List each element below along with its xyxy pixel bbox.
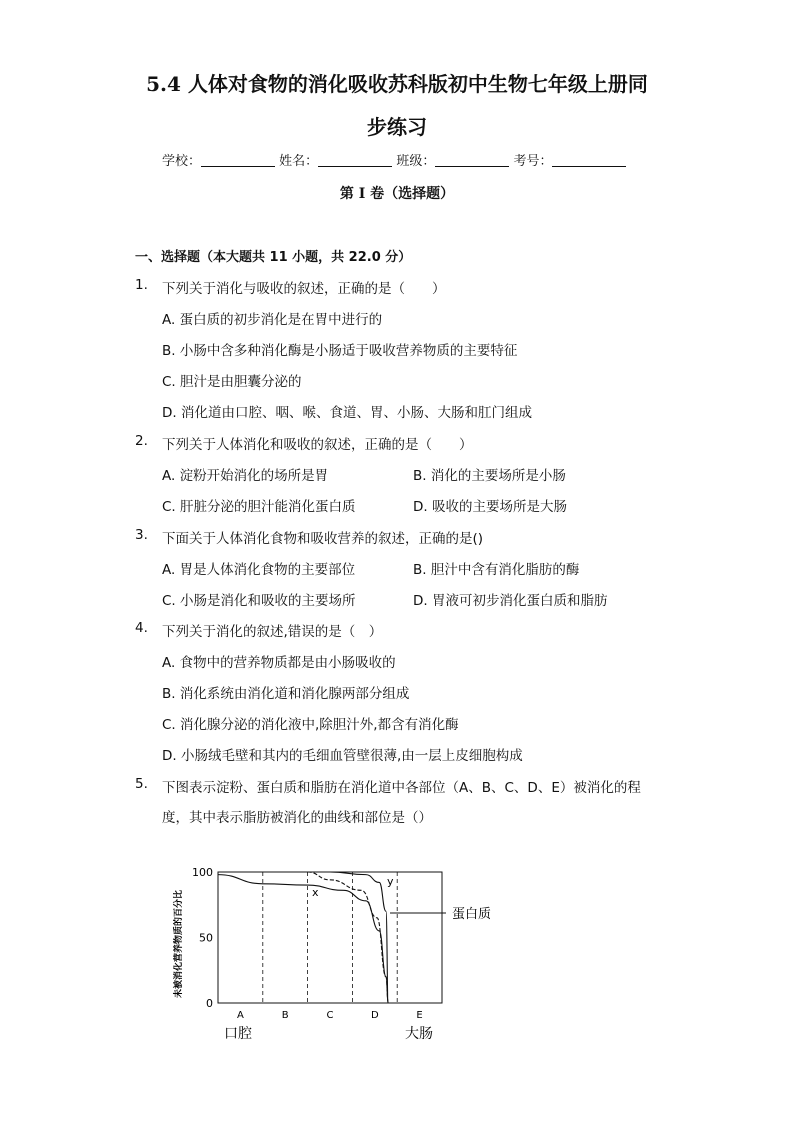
option-c[interactable]: C. 胆汁是由胆囊分泌的 xyxy=(162,374,302,390)
below-label-mouth: 口腔 xyxy=(224,1026,252,1042)
option-c[interactable]: C. 小肠是消化和吸收的主要场所 xyxy=(162,593,356,609)
number-blank[interactable] xyxy=(552,154,626,167)
option-d[interactable]: D. 小肠绒毛壁和其内的毛细血管壁很薄,由一层上皮细胞构成 xyxy=(162,748,523,764)
plot-frame xyxy=(218,872,442,1003)
student-info-row xyxy=(162,150,626,169)
x-category-label: A xyxy=(236,1010,244,1021)
x-category-label: D xyxy=(370,1010,379,1021)
y-tick-label: 100 xyxy=(192,866,213,879)
annotation-protein: 蛋白质 xyxy=(452,907,492,922)
digestion-chart xyxy=(160,850,492,1050)
school-label: 学校： xyxy=(162,154,202,169)
page-title: 5.4 人体对食物的消化吸收苏科版初中生物七年级上册同 xyxy=(146,72,648,96)
section-dividers xyxy=(263,872,397,1003)
question-stem: 下列关于消化与吸收的叙述，正确的是（ ） xyxy=(162,281,446,297)
question-stem: 下列关于人体消化和吸收的叙述，正确的是（ ） xyxy=(162,437,473,453)
school-blank[interactable] xyxy=(201,154,275,167)
question-number: 3. xyxy=(135,527,148,543)
option-d[interactable]: D. 胃液可初步消化蛋白质和脂肪 xyxy=(413,593,608,609)
option-a[interactable]: A. 蛋白质的初步消化是在胃中进行的 xyxy=(162,312,383,328)
y-tick-label: 0 xyxy=(206,997,213,1010)
section-heading: 一、选择题（本大题共 11 小题，共 22.0 分） xyxy=(135,250,412,265)
y-tick-labels xyxy=(192,866,213,1010)
question-stem: 下面关于人体消化食物和吸收营养的叙述，正确的是() xyxy=(162,531,484,547)
name-label: 姓名： xyxy=(279,154,319,169)
question-stem-continued: 度，其中表示脂肪被消化的曲线和部位是（） xyxy=(162,810,432,826)
question-number: 1. xyxy=(135,277,148,293)
y-axis-label: 未被消化营养物质的百分比 xyxy=(174,889,184,998)
option-a[interactable]: A. 胃是人体消化食物的主要部位 xyxy=(162,562,356,578)
question-stem: 下列关于消化的叙述,错误的是（ ） xyxy=(162,624,383,640)
class-blank[interactable] xyxy=(435,154,509,167)
option-c[interactable]: C. 肝脏分泌的胆汁能消化蛋白质 xyxy=(162,499,356,515)
curve-label-x: x xyxy=(312,886,319,899)
question-number: 5. xyxy=(135,776,148,792)
below-label-large-intestine: 大肠 xyxy=(405,1026,433,1042)
option-b[interactable]: B. 胆汁中含有消化脂肪的酶 xyxy=(413,562,580,578)
question-stem: 下图表示淀粉、蛋白质和脂肪在消化道中各部位（A、B、C、D、E）被消化的程 xyxy=(162,780,641,796)
option-a[interactable]: A. 食物中的营养物质都是由小肠吸收的 xyxy=(162,655,396,671)
option-a[interactable]: A. 淀粉开始消化的场所是胃 xyxy=(162,468,329,484)
y-tick-label: 50 xyxy=(199,931,213,945)
x-category-labels xyxy=(237,1010,423,1021)
series-line-y xyxy=(218,872,388,1003)
curve-label-y: y xyxy=(387,875,394,888)
x-category-label: C xyxy=(326,1010,334,1021)
option-c[interactable]: C. 消化腺分泌的消化液中,除胆汁外,都含有消化酶 xyxy=(162,717,459,733)
option-b[interactable]: B. 消化系统由消化道和消化腺两部分组成 xyxy=(162,686,410,702)
name-blank[interactable] xyxy=(318,154,392,167)
series-line-x xyxy=(218,875,388,1003)
x-category-label: B xyxy=(281,1010,289,1021)
option-b[interactable]: B. 消化的主要场所是小肠 xyxy=(413,468,566,484)
option-b[interactable]: B. 小肠中含多种消化酶是小肠适于吸收营养物质的主要特征 xyxy=(162,343,518,359)
series-lines xyxy=(218,872,388,1003)
page-title-continued: 步练习 xyxy=(367,115,427,139)
x-category-label: E xyxy=(416,1010,423,1021)
option-d[interactable]: D. 吸收的主要场所是大肠 xyxy=(413,499,567,515)
class-label: 班级： xyxy=(396,154,436,169)
question-number: 4. xyxy=(135,620,148,636)
question-number: 2. xyxy=(135,433,148,449)
number-label: 考号： xyxy=(513,154,553,169)
option-d[interactable]: D. 消化道由口腔、咽、喉、食道、胃、小肠、大肠和肛门组成 xyxy=(162,405,532,421)
volume-heading: 第 I 卷（选择题） xyxy=(339,186,455,202)
